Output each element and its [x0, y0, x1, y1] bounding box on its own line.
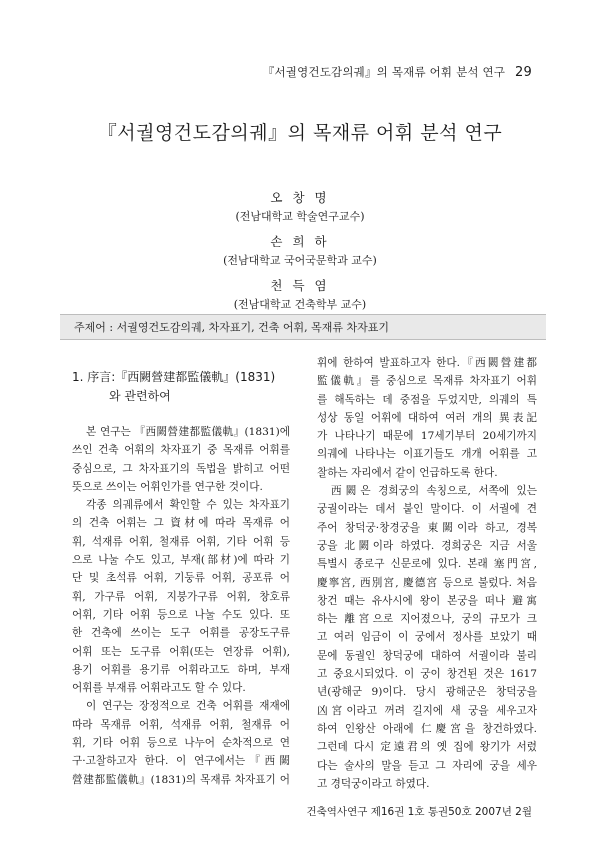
text-line: 본 연구는 『西闕營建都監儀軌』(1831)에 — [86, 426, 290, 438]
text-line: 특별시 종로구 신문로에 있다. 본래 塞門宮, — [317, 558, 537, 571]
text-line: 따라 목재류 어휘, 석재류 어휘, 철재류 어 — [72, 718, 290, 731]
text-line: 휘, 가구류 어휘, 지붕가구류 어휘, 창호류 — [72, 590, 290, 603]
paper-title: 『서궐영건도감의궤』의 목재류 어휘 분석 연구 — [97, 122, 503, 144]
author-name-2: 손 희 하 — [270, 234, 330, 249]
text-line: 각종 의궤류에서 확인할 수 있는 차자표기 — [86, 499, 290, 512]
right-body-text — [317, 354, 537, 793]
text-line: 고 여러 임금이 이 궁에서 정사를 보았기 때 — [317, 631, 537, 644]
text-line: 쓰인 건축 어휘의 차자표기 중 목재류 어휘를 — [72, 444, 290, 457]
text-line: 다는 술사의 말을 듣고 그 자리에 궁을 세우 — [317, 759, 537, 772]
text-line: 창건 때는 유사시에 왕이 본궁을 떠나 避寓 — [317, 594, 537, 607]
author-name-3: 천 득 염 — [270, 278, 330, 293]
text-line: 이 연구는 장정적으로 건축 어휘를 재재에 — [86, 700, 290, 713]
section-heading-line1: 1. 序言:『西闕營建都監儀軌』(1831) — [72, 370, 276, 384]
text-line: 凶宮이라고 꺼려 길지에 새 궁을 세우고자 — [317, 704, 537, 717]
text-line: 의궤에 나타나는 이표기들도 개개 어휘를 고 — [317, 448, 537, 461]
text-line: 慶寧宮, 西別宮, 慶德宮 등으로 불렀다. 처음 — [317, 576, 537, 589]
section-heading-line2: 와 관련하여 — [109, 389, 171, 403]
body-column-right — [317, 354, 537, 793]
text-line: 고 중요시되었다. 이 궁이 창건된 것은 1617 — [317, 668, 537, 681]
text-line: 西闕은 경희궁의 속칭으로, 서쪽에 있는 — [331, 485, 537, 498]
text-line: 하는 離宮으로 지어졌으나, 궁의 규모가 크 — [317, 613, 537, 626]
text-line: 문에 동궐인 창덕궁에 대하여 서궐이라 불리 — [317, 649, 537, 662]
text-line: 營建都監儀軌』(1831)의 목재류 차자표기 어 — [72, 773, 290, 786]
journal-footer: 건축역사연구 제16권 1호 통권50호 2007년 2월 — [306, 806, 532, 818]
text-line: 뜻으로 쓰이는 어휘인가를 연구한 것이다. — [72, 480, 263, 493]
author-name-1: 오 창 명 — [270, 190, 330, 205]
text-line: 어휘, 기타 어휘 등으로 나눌 수도 있다. 또 — [72, 608, 290, 621]
text-line: 어휘 또는 도구류 어휘(또는 연장류 어휘), — [72, 645, 290, 658]
author-affiliation-3: (전남대학교 건축학부 교수) — [233, 298, 367, 311]
text-line: 휘, 기타 어휘 등으로 나누어 순차적으로 연 — [72, 737, 290, 750]
text-line: 찰하는 자리에서 같이 언급하도록 한다. — [317, 466, 498, 479]
text-line: 그런데 다시 定遠君의 옛 집에 왕기가 서렸 — [317, 741, 537, 754]
text-line: 監儀軌』를 중심으로 목재류 차자표기 어휘 — [317, 375, 537, 388]
left-body-text — [72, 423, 290, 789]
running-head-title: 『서궐영건도감의궤』의 목재류 어휘 분석 연구 — [262, 65, 506, 79]
text-line: 궁궐이라는 데서 붙인 말이다. 이 서궐에 견 — [317, 503, 537, 516]
author-block — [0, 188, 600, 320]
text-line: 중심으로, 그 차자표기의 독법을 밝히고 어떤 — [72, 462, 290, 475]
text-line: 휘에 한하여 발표하고자 한다.『西闕營建都 — [317, 357, 537, 369]
text-line: 한 건축에 쓰이는 도구 어휘를 공장도구류 — [72, 627, 290, 640]
text-line: 성상 동일 어휘에 대하여 여러 개의 異表記 — [317, 411, 537, 424]
running-head — [263, 64, 532, 80]
text-line: 단 및 초석류 어휘, 기둥류 어휘, 공포류 어 — [72, 572, 290, 585]
author-affiliation-1: (전남대학교 학술연구교수) — [235, 210, 365, 223]
page-number: 29 — [515, 65, 532, 80]
body-column-left — [72, 354, 290, 789]
text-line: 휘, 석재류 어휘, 철재류 어휘, 기타 어휘 등 — [72, 535, 290, 548]
author-affiliation-2: (전남대학교 국어국문학과 교수) — [223, 254, 377, 267]
text-line: 구·고찰하고자 한다. 이 연구에서는『西闕 — [72, 755, 290, 768]
text-line: 으로 나눌 수도 있고, 부재(部材)에 따라 기 — [72, 554, 290, 567]
section-heading — [72, 368, 290, 406]
text-line: 가 나타나기 때문에 17세기부터 20세기까지 — [317, 430, 537, 443]
text-line: 의 건축 어휘는 그 資材에 따라 목재류 어 — [72, 517, 290, 530]
keywords-box: 주제어 : 서궐영건도감의궤, 차자표기, 건축 어휘, 목재류 차자표기 — [60, 314, 546, 340]
text-line: 어휘를 부재류 어휘라고도 할 수 있다. — [72, 682, 246, 695]
text-line: 를 해독하는 데 중점을 두었지만, 의궤의 특 — [317, 393, 537, 406]
text-line: 용기 어휘를 용기류 어휘라고도 하며, 부재 — [72, 663, 290, 676]
text-line: 고 경덕궁이라고 하였다. — [317, 777, 430, 790]
text-line: 주어 창덕궁·창경궁을 東闕이라 하고, 경복 — [317, 521, 537, 534]
text-line: 년(광해군 9)이다. 당시 광해군은 창덕궁을 — [317, 686, 537, 699]
text-line: 궁을 北闕이라 하였다. 경희궁은 지금 서울 — [317, 539, 537, 552]
text-line: 하여 인왕산 아래에 仁慶宮을 창건하였다. — [317, 722, 537, 735]
